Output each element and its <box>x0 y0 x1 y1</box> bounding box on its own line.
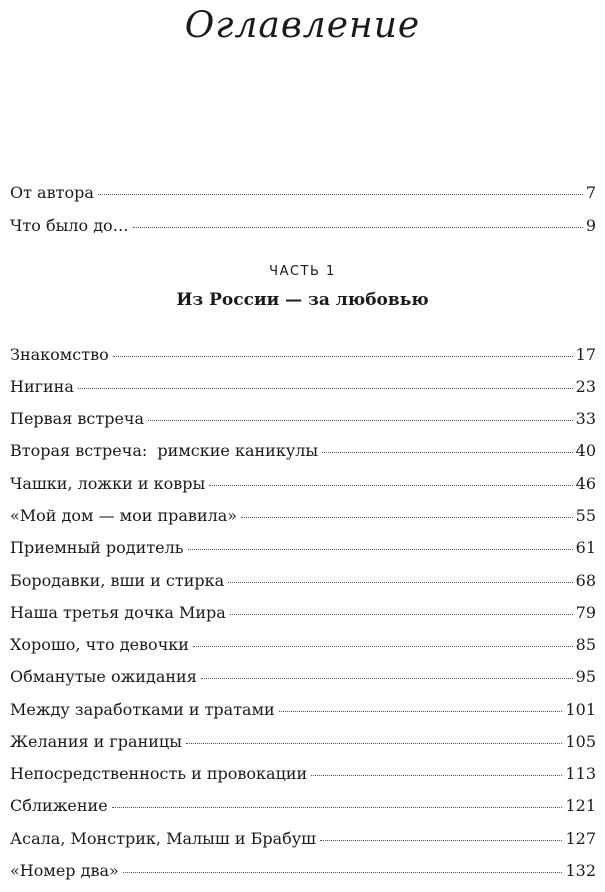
toc-entry-page: 101 <box>565 700 596 719</box>
toc-entry-page: 79 <box>575 603 596 622</box>
toc-entry-page: 55 <box>575 506 596 525</box>
toc-entry-title: От автора <box>10 183 94 202</box>
toc-entry-title: Асала, Монстрик, Малыш и Брабуш <box>10 829 317 848</box>
toc-entry-title: Непосредственность и провокации <box>10 764 308 783</box>
dot-leader <box>201 677 573 679</box>
toc-entry-title: «Мой дом — мои правила» <box>10 506 238 525</box>
toc-entry <box>10 569 596 593</box>
dot-leader <box>320 839 562 841</box>
dot-leader <box>311 774 562 776</box>
toc-entry <box>10 214 596 238</box>
toc-entry-page: 85 <box>575 635 596 654</box>
toc-entry-title: Что было до… <box>10 216 129 235</box>
toc-entry-title: Знакомство <box>10 345 109 364</box>
toc-entry <box>10 343 596 367</box>
toc-entry <box>10 762 596 786</box>
toc-entry-page: 7 <box>585 183 596 202</box>
dot-leader <box>188 548 573 550</box>
toc-entry-title: «Номер два» <box>10 861 119 880</box>
toc-entry <box>10 504 596 528</box>
part-label: ЧАСТЬ 1 <box>269 264 336 279</box>
dot-leader <box>193 645 573 647</box>
dot-leader <box>186 742 563 744</box>
dot-leader <box>322 451 573 453</box>
dot-leader <box>209 484 572 486</box>
toc-entry-page: 33 <box>575 409 596 428</box>
toc-entry <box>10 181 596 205</box>
dot-leader <box>279 710 563 712</box>
toc-entry <box>10 472 596 496</box>
toc-entry <box>10 698 596 722</box>
dot-leader <box>133 226 583 228</box>
dot-leader <box>98 193 583 195</box>
toc-entry-title: Наша третья дочка Мира <box>10 603 226 622</box>
dot-leader <box>230 613 573 615</box>
toc-entry-page: 113 <box>565 764 596 783</box>
dot-leader <box>228 581 573 583</box>
toc-entry-title: Желания и границы <box>10 732 182 751</box>
toc-entry-title: Приемный родитель <box>10 538 184 557</box>
toc-entry <box>10 601 596 625</box>
toc-entry-page: 121 <box>565 796 596 815</box>
toc-entry-title: Обманутые ожидания <box>10 667 197 686</box>
dot-leader <box>123 871 563 873</box>
toc-entry-page: 132 <box>565 861 596 880</box>
toc-entry-title: Между заработками и тратами <box>10 700 275 719</box>
toc-entry <box>10 439 596 463</box>
toc-entry-page: 9 <box>585 216 596 235</box>
toc-entry-page: 40 <box>575 441 596 460</box>
toc-entry <box>10 827 596 851</box>
toc-entry-page: 23 <box>575 377 596 396</box>
toc-entry-title: Сближение <box>10 796 108 815</box>
dot-leader <box>78 387 573 389</box>
toc-entry <box>10 665 596 689</box>
toc-entry <box>10 859 596 883</box>
toc-entry <box>10 536 596 560</box>
toc-entry-page: 95 <box>575 667 596 686</box>
dot-leader <box>241 516 573 518</box>
toc-entry-title: Бородавки, вши и стирка <box>10 571 225 590</box>
toc-entry <box>10 794 596 818</box>
toc-entry-page: 46 <box>575 474 596 493</box>
toc-entry-page: 127 <box>565 829 596 848</box>
toc-entry-page: 61 <box>575 538 596 557</box>
toc-entry-title: Вторая встреча: римские каникулы <box>10 441 319 460</box>
dot-leader <box>148 419 573 421</box>
toc-entry <box>10 375 596 399</box>
part-title: Из России — за любовью <box>176 290 429 310</box>
toc-entry <box>10 633 596 657</box>
toc-entry <box>10 730 596 754</box>
dot-leader <box>113 355 573 357</box>
toc-entry-page: 105 <box>565 732 596 751</box>
page-title: Оглавление <box>184 5 421 46</box>
toc-entry-title: Нигина <box>10 377 74 396</box>
toc-entry-title: Первая встреча <box>10 409 145 428</box>
toc-entry-title: Хорошо, что девочки <box>10 635 189 654</box>
toc-entry-page: 68 <box>575 571 596 590</box>
toc-entry-title: Чашки, ложки и ковры <box>10 474 206 493</box>
toc-entry <box>10 407 596 431</box>
toc-entry-page: 17 <box>575 345 596 364</box>
dot-leader <box>112 806 563 808</box>
